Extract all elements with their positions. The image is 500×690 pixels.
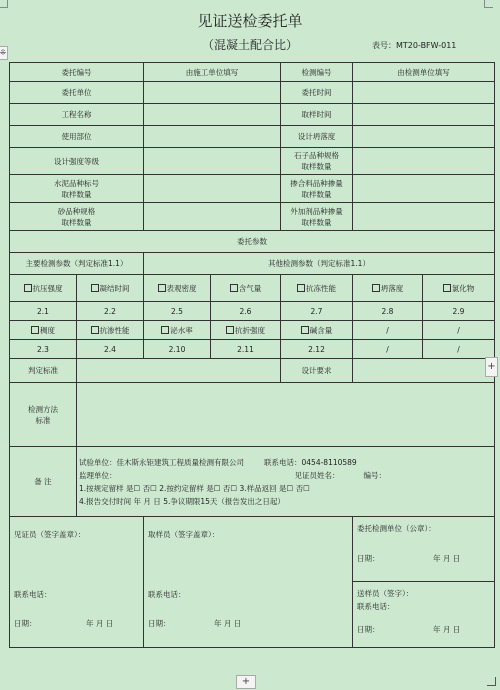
sender-phone-label: 联系电话：	[357, 602, 395, 611]
param-code: /	[423, 340, 495, 359]
page-corner-top-left	[0, 0, 8, 8]
param-option-label: 坍落度	[380, 283, 404, 293]
sender-sign-label: 送样员（签字）：	[357, 589, 414, 598]
add-row-button[interactable]: +	[236, 675, 256, 689]
param-code: 2.3	[10, 340, 77, 359]
label-cement-line2: 取样数量	[61, 189, 92, 199]
param-row	[10, 275, 495, 302]
sampler-date-label: 日期：	[148, 619, 171, 628]
param-row	[10, 321, 495, 340]
add-column-button[interactable]: +	[485, 357, 498, 377]
param-code: 2.12	[281, 340, 353, 359]
remarks-content	[77, 447, 495, 517]
label-test-method	[10, 383, 77, 447]
label-additive-line1: 外加剂品种掺量	[290, 206, 343, 216]
param-code: 2.10	[144, 340, 211, 359]
client-date-label: 日期：	[357, 554, 380, 563]
param-option[interactable]	[423, 275, 495, 302]
checkbox-icon[interactable]	[161, 326, 169, 334]
witness-name: 见证员姓名：	[294, 470, 340, 480]
field-sand[interactable]	[144, 203, 281, 231]
field-cement[interactable]	[144, 175, 281, 203]
param-option[interactable]	[353, 275, 423, 302]
label-sand	[10, 203, 144, 231]
checkbox-icon[interactable]	[230, 284, 238, 292]
page-corner-top-right	[484, 0, 493, 8]
supervisor-unit: 监理单位：	[79, 470, 117, 480]
checkbox-icon[interactable]	[31, 326, 39, 334]
form-subtitle: （混凝土配合比）	[201, 38, 298, 52]
sampler-sign-cell[interactable]	[144, 517, 353, 648]
form-number: 表号：MT20-BFW-011	[372, 41, 457, 50]
remarks-line-4: 4.报告交付时间 年 月 日 5.争议期限15天（报告发出之日起）	[79, 496, 285, 506]
witness-no: 编号：	[363, 470, 386, 480]
field-design-req[interactable]	[353, 359, 495, 383]
label-sand-line1: 砂品种规格	[57, 206, 96, 216]
client-seal-area	[353, 517, 494, 582]
param-code: /	[353, 340, 423, 359]
label-design-strength: 设计强度等级	[10, 148, 144, 175]
form-title: 见证送检委托单	[197, 12, 303, 30]
param-option[interactable]	[10, 275, 77, 302]
label-admixture	[281, 175, 353, 203]
param-code: 2.6	[211, 302, 281, 321]
resize-handle-icon[interactable]	[487, 677, 496, 686]
field-design-slump[interactable]	[353, 126, 495, 148]
field-entrust-time[interactable]	[353, 82, 495, 104]
param-code: 2.7	[281, 302, 353, 321]
param-option-label: 抗渗性能	[99, 325, 130, 335]
param-code: 2.4	[77, 340, 144, 359]
field-admixture[interactable]	[353, 175, 495, 203]
param-option-label: 抗折强度	[235, 325, 265, 335]
label-use-part: 使用部位	[10, 126, 144, 148]
entrust-form-table	[9, 62, 495, 648]
sampler-date-fill: 年 月 日	[214, 619, 242, 628]
label-project-name: 工程名称	[10, 104, 144, 126]
param-option[interactable]	[211, 321, 281, 340]
field-use-part[interactable]	[144, 126, 281, 148]
param-option-label: 抗冻性能	[306, 283, 336, 293]
param-option[interactable]	[77, 321, 144, 340]
param-option[interactable]	[423, 321, 495, 340]
remarks-line-1	[79, 456, 492, 469]
label-design-slump: 设计坍落度	[281, 126, 353, 148]
sampler-phone-label: 联系电话：	[148, 590, 186, 599]
value-test-no[interactable]: 由检测单位填写	[353, 63, 495, 82]
param-option[interactable]	[77, 275, 144, 302]
witness-sign-cell[interactable]	[10, 517, 144, 648]
label-stone-spec	[281, 148, 353, 175]
code-row	[10, 302, 495, 321]
label-test-method-line1: 检测方法	[28, 404, 58, 414]
param-option[interactable]	[10, 321, 77, 340]
field-stone-spec[interactable]	[353, 148, 495, 175]
label-stone-spec-line2: 取样数量	[301, 162, 332, 171]
label-admixture-line2: 取样数量	[301, 189, 332, 199]
label-additive	[281, 203, 353, 231]
param-code: 2.8	[353, 302, 423, 321]
param-option[interactable]	[353, 321, 423, 340]
checkbox-icon[interactable]	[91, 326, 99, 334]
value-entrust-no[interactable]: 由施工单位填写	[144, 63, 281, 82]
param-option-label: 含气量	[238, 283, 262, 293]
label-cement-line1: 水泥品种标号	[54, 178, 99, 188]
field-project-name[interactable]	[144, 104, 281, 126]
witness-date-label: 日期：	[14, 619, 37, 628]
remarks-line-3: 1.按规定留样 是☐ 否☐ 2.按约定留样 是☐ 否☐ 3.样品返回 是☐ 否☐	[79, 483, 310, 493]
client-date-fill: 年 月 日	[433, 554, 461, 563]
field-test-method[interactable]	[77, 383, 495, 447]
param-code: 2.5	[144, 302, 211, 321]
param-option-label: 泌水率	[170, 325, 193, 335]
client-seal-label: 委托检测单位（公章）：	[357, 524, 436, 533]
label-additive-line2: 取样数量	[301, 217, 332, 227]
param-code: 2.9	[423, 302, 495, 321]
param-option-label: 氯化物	[451, 283, 475, 293]
param-option[interactable]	[281, 275, 353, 302]
field-judge-std[interactable]	[77, 359, 281, 383]
param-option-label: 稠度	[40, 325, 55, 335]
param-option[interactable]	[144, 321, 211, 340]
checkbox-icon[interactable]	[158, 284, 166, 292]
label-cement	[10, 175, 144, 203]
label-entrust-unit: 委托单位	[10, 82, 144, 104]
param-option-label: 凝结时间	[99, 283, 130, 293]
witness-phone-label: 联系电话：	[14, 590, 52, 599]
lab-name: 试验单位：佳木斯永钜建筑工程质量检测有限公司	[79, 457, 244, 467]
param-option[interactable]	[281, 321, 353, 340]
param-code: 2.1	[10, 302, 77, 321]
label-entrust-time: 委托时间	[281, 82, 353, 104]
table-move-handle[interactable]: ⁜	[0, 46, 8, 60]
witness-sign-label: 见证员（签字盖章）：	[14, 530, 86, 539]
checkbox-icon[interactable]	[226, 326, 234, 334]
label-test-no: 检测编号	[281, 63, 353, 82]
label-entrust-no: 委托编号	[10, 63, 144, 82]
sender-area	[353, 582, 494, 647]
param-option-label: 碱含量	[309, 325, 333, 335]
label-test-method-line2: 标准	[35, 415, 51, 425]
label-judge-std: 判定标准	[10, 359, 77, 383]
param-option-label: 抗压强度	[32, 283, 63, 293]
field-sampling-time[interactable]	[353, 104, 495, 126]
label-sand-line2: 取样数量	[61, 217, 92, 227]
checkbox-icon[interactable]	[91, 284, 99, 292]
witness-date-fill: 年 月 日	[86, 619, 114, 628]
param-option-label: /	[457, 325, 460, 335]
sampler-sign-label: 取样员（签字盖章）：	[148, 530, 220, 539]
param-option[interactable]	[211, 275, 281, 302]
remarks-line-2	[79, 469, 492, 482]
label-stone-spec-line1: 石子品种规格	[294, 151, 339, 160]
checkbox-icon[interactable]	[372, 284, 380, 292]
label-design-req: 设计要求	[281, 359, 353, 383]
code-row	[10, 340, 495, 359]
sender-date-label: 日期：	[357, 625, 380, 634]
client-sign-cell[interactable]	[353, 517, 495, 648]
label-remarks: 备 注	[10, 447, 77, 517]
checkbox-icon[interactable]	[24, 284, 32, 292]
field-design-strength[interactable]	[144, 148, 281, 175]
checkbox-icon[interactable]	[443, 284, 451, 292]
lab-phone: 联系电话：0454-8110589	[264, 457, 357, 467]
field-additive[interactable]	[353, 203, 495, 231]
param-code: 2.2	[77, 302, 144, 321]
checkbox-icon[interactable]	[301, 326, 309, 334]
checkbox-icon[interactable]	[297, 284, 305, 292]
param-option[interactable]	[144, 275, 211, 302]
field-entrust-unit[interactable]	[144, 82, 281, 104]
sender-date-fill: 年 月 日	[433, 625, 461, 634]
label-admixture-line1: 掺合料品种掺量	[290, 178, 343, 188]
other-params-header: 其他检测参数（判定标准1.1）	[144, 253, 495, 275]
main-params-header: 主要检测参数（判定标准1.1）	[10, 253, 144, 275]
param-option-label: /	[386, 325, 389, 335]
param-option-label: 表观密度	[166, 283, 197, 293]
params-header: 委托参数	[10, 231, 495, 253]
label-sampling-time: 取样时间	[281, 104, 353, 126]
param-code: 2.11	[211, 340, 281, 359]
